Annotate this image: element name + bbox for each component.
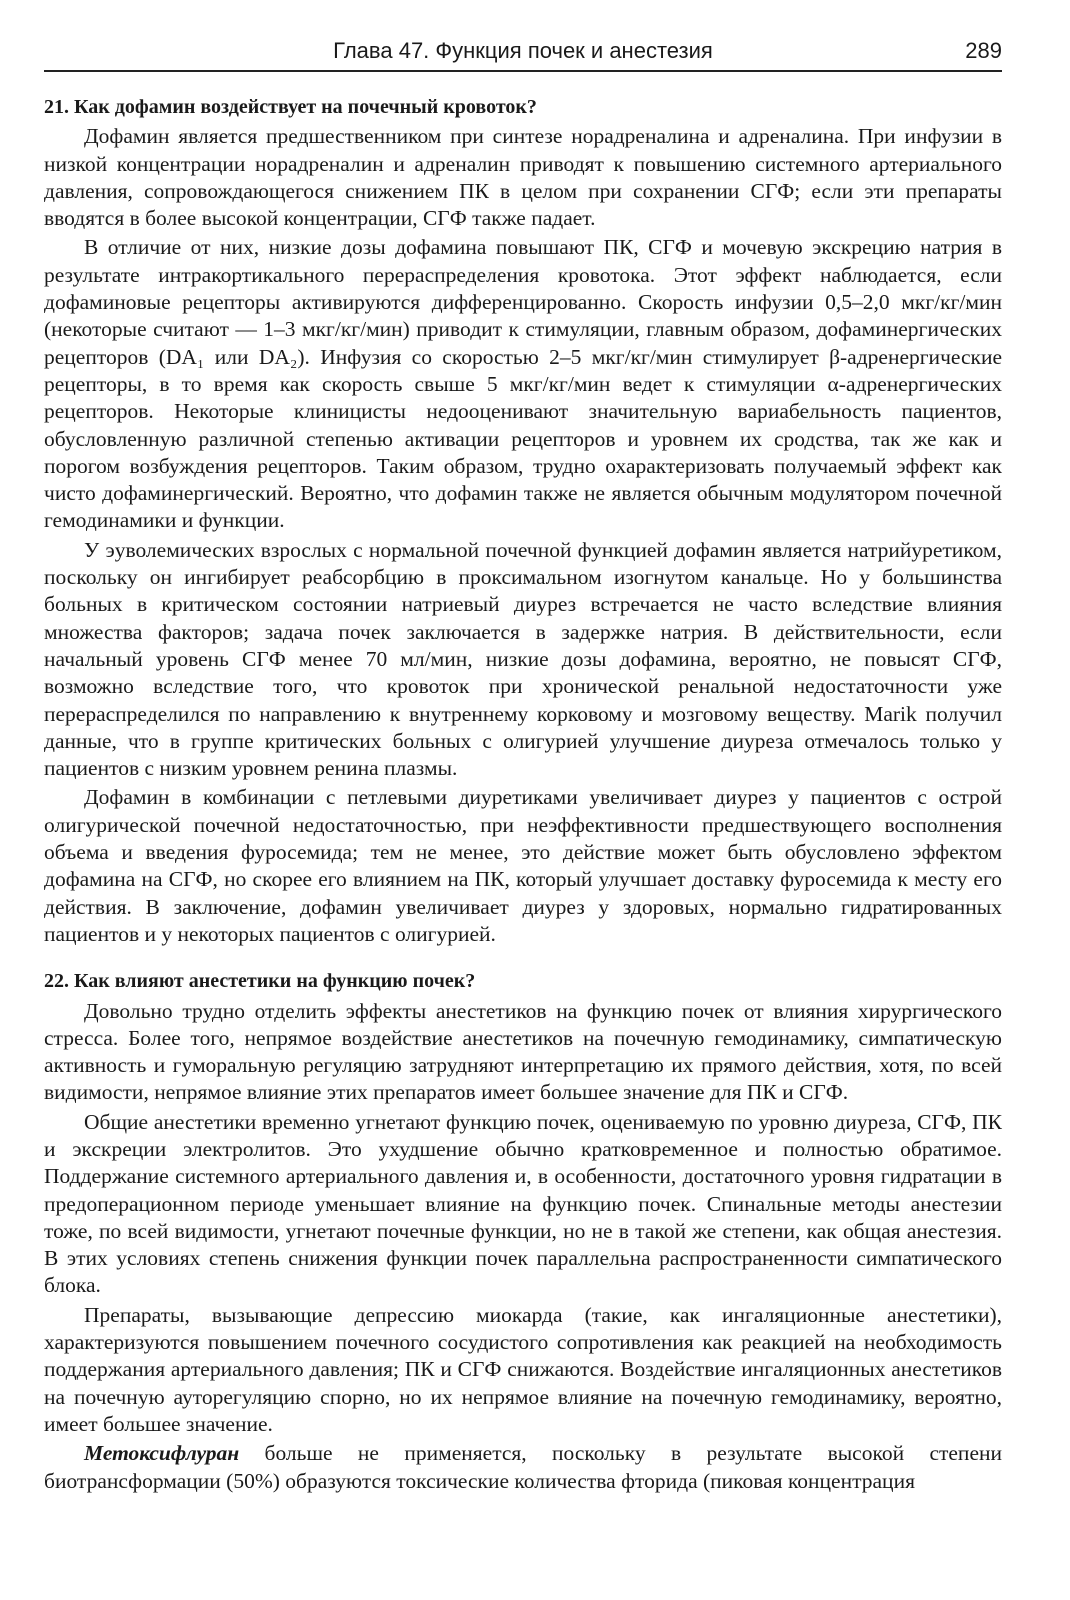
question-heading-22: 22. Как влияют анестетики на функцию почек? bbox=[44, 970, 476, 993]
paragraph: В отличие от них, низкие дозы дофамина повышают ПК, СГФ и мочевую экскрецию натрия в результате интракортикального перераспределения кровотока. Этот эффект наблюдается, если дофаминовые рецепторы активируются дифференцированно. Скорость инфузии 0,5–2,0 мкг/кг/мин (некоторые считают — 1–3 мкг/кг/мин) приводит к стимуляции, главным образом, дофаминергических рецепторов (DA₁ или DA₂). Инфузия со скоростью 2–5 мкг/кг/мин стимулирует β-адренергические рецепторы, в то время как скорость свыше 5 мкг/кг/мин ведет к стимуляции α-адренергических рецепторов. Некоторые клиницисты недооценивают значительную вариабельность пациентов, обусловленную различной степенью активации рецепторов и уровнем их сродства, так же как и порогом возбуждения рецепторов. Таким образом, трудно охарактеризовать получаемый эффект как чисто дофаминергический. Вероятно, что дофамин также не является обычным модулятором почечной гемодинамики и функции. bbox=[44, 235, 1002, 533]
paragraph: Общие анестетики временно угнетают функцию почек, оцениваемую по уровню диуреза, СГФ, ПК и экскреции электролитов. Это ухудшение обычно кратковременное и полностью обратимое. Поддержание системного артериального давления и, в особенности, достаточного уровня гидратации в предоперационном периоде уменьшает влияние на функцию почек. Спинальные методы анестезии тоже, по всей видимости, угнетают почечные функции, но не в такой же степени, как общая анестезия. В этих условиях степень снижения функции почек параллельна распространенности симпатического блока. bbox=[44, 1109, 1002, 1298]
running-header bbox=[44, 36, 1002, 72]
paragraph: Дофамин в комбинации с петлевыми диуретиками увеличивает диурез у пациентов с острой олигурической почечной недостаточностью, при неэффективности предшествующего восполнения объема и введения фуросемида; тем не менее, это действие может быть обусловлено эффектом дофамина на СГФ, но скорее его влиянием на ПК, который улучшает доставку фуросемида к месту его действия. В заключение, дофамин увеличивает диурез у здоровых, нормально гидратированных пациентов и у некоторых пациентов с олигурией. bbox=[44, 785, 1002, 946]
page-number: 289 bbox=[965, 38, 1002, 63]
question-heading-21: 21. Как дофамин воздействует на почечный кровоток? bbox=[44, 96, 537, 118]
paragraph: Препараты, вызывающие депрессию миокарда (такие, как ингаляционные анестетики), характеризуются повышением почечного сосудистого сопротивления как реакцией на необходимость поддержания артериального давления; ПК и СГФ снижаются. Воздействие ингаляционных анестетиков на почечную ауторегуляцию спорно, но их непрямое влияние на почечную гемодинамику, вероятно, имеет большее значение. bbox=[44, 1302, 1002, 1436]
chapter-title: Глава 47. Функция почек и анестезия bbox=[333, 38, 713, 63]
page-body bbox=[44, 86, 1002, 1497]
paragraph: У эуволемических взрослых с нормальной почечной функцией дофамин является натрийуретиком, поскольку он ингибирует реабсорбцию в проксимальном изогнутом канальце. Но у большинства больных в критическом состоянии натриевый диурез встречается не часто вследствие влияния множества факторов; задача почек заключается в задержке натрия. В действительности, если начальный уровень СГФ менее 70 мл/мин, низкие дозы дофамина, вероятно, не повысят СГФ, возможно вследствие того, что кровоток при хронической ренальной недостаточности уже перераспределился по направлению к внутреннему корковому и мозговому веществу. Marik получил данные, что в группе критических больных с олигурией улучшение диуреза отмечалось только у пациентов с низким уровнем ренина плазмы. bbox=[44, 537, 1002, 781]
drug-term: Метоксифлуран bbox=[84, 1441, 240, 1466]
paragraph: Дофамин является предшественником при синтезе норадреналина и адреналина. При инфузии в низкой концентрации норадреналин и адреналин приводят к повышению системного артериального давления, сопровождающегося снижением ПК в целом при сохранении СГФ; если эти препараты вводятся в более высокой концентрации, СГФ также падает. bbox=[44, 124, 1002, 231]
paragraph bbox=[44, 1440, 1002, 1495]
paragraph-text: больше не применяется, поскольку в результате высокой степени биотрансформации (50%) образуются токсические количества фторида (пиковая концентрация bbox=[44, 1441, 1002, 1493]
paragraph: Довольно трудно отделить эффекты анестетиков на функцию почек от влияния хирургического стресса. Более того, непрямое воздействие анестетиков на почечную гемодинамику, симпатическую активность и гуморальную регуляцию затрудняют интерпретацию их прямого действия, хотя, по всей видимости, непрямое влияние этих препаратов имеет большее значение для ПК и СГФ. bbox=[44, 998, 1002, 1105]
